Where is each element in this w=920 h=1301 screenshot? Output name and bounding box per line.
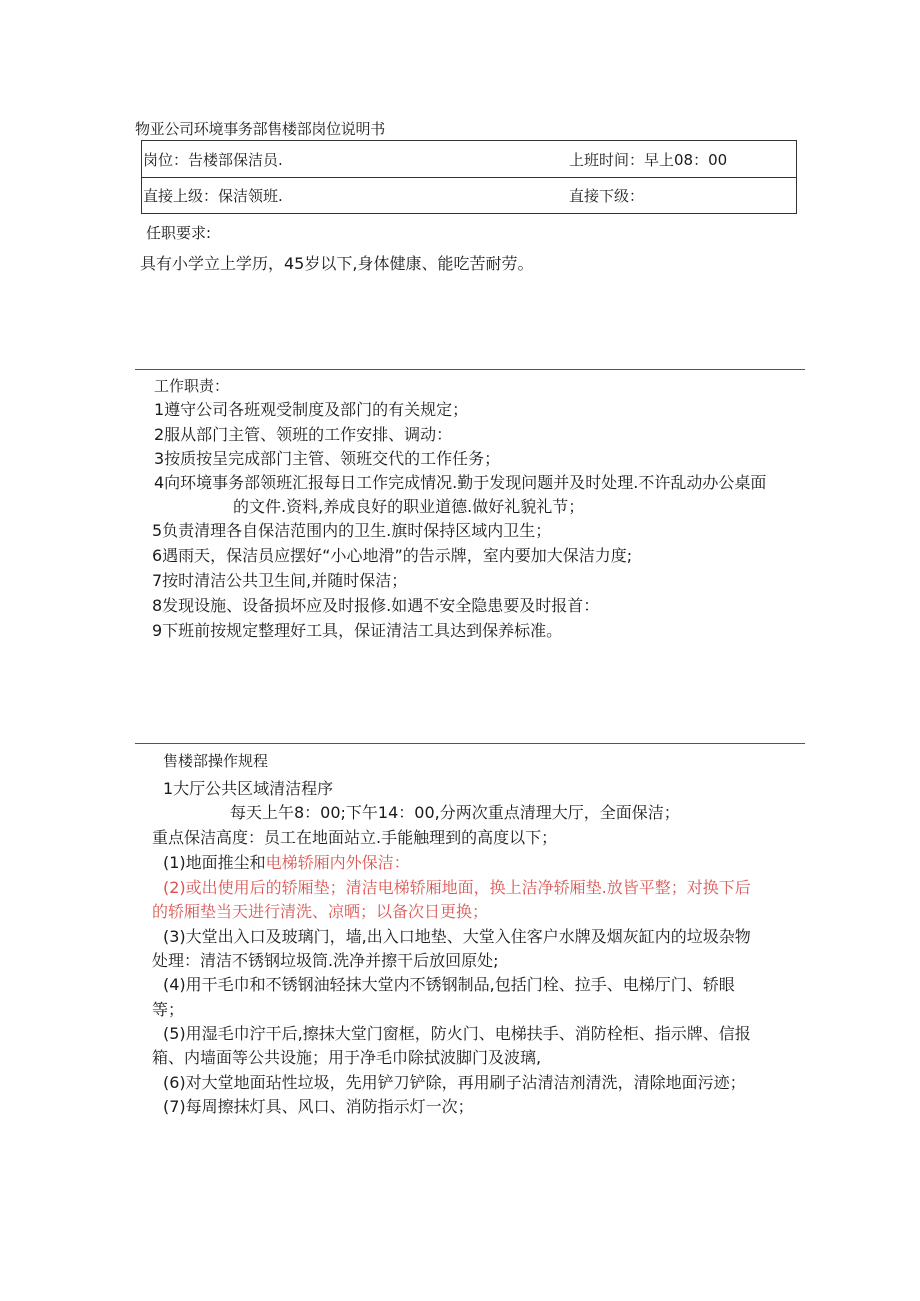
cleaning-height-note: 重点保洁高度：员工在地面站立.手能触理到的高度以下；: [152, 828, 558, 847]
procedure-step-3: (3)大堂出入口及玻璃门，墙,出入口地垫、大堂入住客户水牌及烟灰缸内的垃圾杂物: [163, 927, 751, 946]
procedures-subheading: 1大厅公共区域清洁程序: [163, 779, 334, 798]
procedure-step-2: (2)或出使用后的轿厢垫；清洁电梯轿厢地面，换上洁净轿厢垫.放皆平整；对换下后: [163, 878, 751, 897]
duty-item: 7按时清洁公共卫生间,并随时保洁；: [152, 571, 408, 590]
duty-item: 3按质按呈完成部门主管、领班交代的工作任务；: [154, 449, 501, 468]
cleaning-schedule: 每天上午8：00;下午14：00,分两次重点清理大厅，全面保洁；: [230, 803, 680, 822]
procedure-step-6: (6)对大堂地面玷性垃圾，先用铲刀铲除，再用刷子沾清洁剂清洗，清除地面污迹；: [163, 1073, 746, 1092]
duty-item: 8发现设施、设备损坏应及时报修.如遇不安全隐患要及时报首：: [152, 596, 600, 615]
info-row-position: [142, 141, 796, 178]
duty-item: 6遇雨天，保洁员应摆好“小心地滑”的告示牌，室内要加大保洁力度;: [152, 546, 633, 565]
procedures-heading: 售楼部操作规程: [163, 752, 269, 770]
procedure-step-5: (5)用湿毛巾泞干后,擦抹大堂门窗框，防火门、电梯扶手、消防栓柜、指示牌、信报: [163, 1024, 751, 1043]
duty-item: 5负责清理各自保洁范围内的卫生.旗时保持区域内卫生；: [152, 521, 552, 540]
document-title: 物亚公司环境事务部售楼部岗位说明书: [135, 120, 385, 138]
procedure-step-1: [163, 850, 410, 873]
shift-time-cell: 上班时间：早上08：00: [569, 151, 728, 169]
direct-subordinate-cell: 直接下级：: [569, 187, 645, 205]
procedure-step-5-continuation: 箱、内墙面等公共设施；用于净毛巾除拭波脚门及波璃,: [152, 1048, 542, 1067]
duty-item: 9下班前按规定整理好工具，保证清洁工具达到保养标准。: [152, 621, 563, 640]
requirements-text: 具有小学立上学历，45岁以下,身体健康、能吃苦耐劳。: [140, 254, 534, 273]
position-cell: 岗位：告楼部保洁员.: [143, 151, 283, 169]
procedure-step-2-continuation: 的轿厢垫当天进行清洗、凉晒；以备次日更换；: [152, 902, 489, 921]
procedure-step-4-continuation: 等；: [152, 1000, 185, 1019]
step1-highlight: 电梯轿厢内外保洁：: [265, 853, 410, 872]
duty-item: 2服从部门主管、领班的工作安排、调动：: [154, 425, 453, 444]
procedure-step-7: (7)每周擦抹灯具、风口、消防指示灯一次；: [163, 1097, 474, 1116]
duty-item-continuation: 的文件.资料,养成良好的职业道德.做好礼貌礼节；: [233, 497, 585, 516]
section-divider: [135, 369, 805, 370]
duties-heading: 工作职责：: [154, 377, 230, 395]
procedure-step-3-continuation: 处理：清洁不锈钢垃圾筒.洗净并擦干后放回原处;: [152, 951, 499, 970]
step1-text: (1)地面推尘和: [163, 853, 266, 872]
duty-item: 1遵守公司各班观受制度及部门的有关规定；: [154, 400, 469, 419]
job-info-table: [141, 140, 797, 214]
info-row-reporting: [142, 177, 796, 213]
section-divider: [135, 743, 805, 744]
direct-superior-cell: 直接上级：保洁领班.: [143, 187, 283, 205]
duty-item: 4向环境事务部领班汇报每日工作完成情况.勤于发现问题并及时处理.不许乱动办公桌面: [154, 473, 767, 492]
procedure-step-4: (4)用干毛巾和不锈钢油轻抹大堂内不锈钢制品,包括门栓、拉手、电梯厅门、轿眼: [163, 975, 735, 994]
requirements-heading: 任职要求:: [146, 224, 212, 242]
